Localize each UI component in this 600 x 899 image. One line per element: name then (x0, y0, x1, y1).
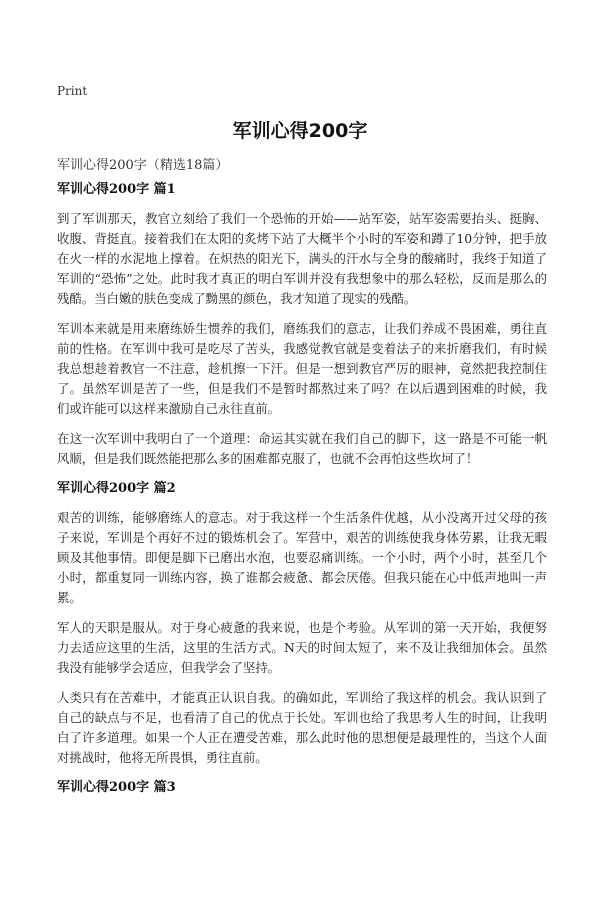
paragraph: 艰苦的训练，能够磨练人的意志。对于我这样一个生活条件优越，从小没离开过父母的孩子来说，军训是个再好不过的锻炼机会了。军营中，艰苦的训练使我身体劳累，让我无暇顾及其他事情。即便是脚下已磨出水泡，也要忍痛训练。一个小时，两个小时，甚至几个小时，都重复同一训练内容，换了谁都会疲惫、都会厌倦。但我只能在心中低声地叫一声累。 (57, 510, 547, 605)
section-heading: 军训心得200字 篇1 (57, 182, 176, 197)
paragraph: 军训本来就是用来磨练娇生惯养的我们，磨练我们的意志，让我们养成不畏困难，勇往直前的性格。在军训中我可是吃尽了苦头，我感觉教官就是变着法子的来折磨我们，有时候我总想趁着教官一不注意，趁机擦一下汗。但是一想到教官严厉的眼神，竟然把我控制住了。虽然军训是苦了一些，但是我们不是暂时都熬过来了吗？在以后遇到困难的时候，我们或许能可以这样来激励自己永往直前。 (57, 321, 547, 416)
paragraph: 人类只有在苦难中，才能真正认识自我。的确如此，军训给了我这样的机会。我认识到了自己的缺点与不足，也看清了自己的优点于长处。军训也给了我思考人生的时间，让我明白了许多道理。如果一个人正在遭受苦难，那么此时他的思想便是最理性的，当这个人面对挑战时，他将无所畏惧，勇往直前。 (57, 690, 547, 765)
print-label[interactable]: Print (57, 84, 88, 98)
paragraph: 军人的天职是服从。对于身心疲惫的我来说，也是个考验。从军训的第一天开始，我便努力去适应这里的生活，这里的生活方式。N天的时间太短了，来不及让我细加体会。虽然我没有能够学会适应，但我学会了坚持。 (57, 620, 547, 675)
document-subtitle: 军训心得200字（精选18篇） (57, 158, 229, 173)
page-title: 军训心得200字 (232, 120, 368, 142)
article-body (57, 180, 547, 807)
paragraph: 到了军训那天，教官立刻给了我们一个恐怖的开始——站军姿，站军姿需要抬头、挺胸、收腹、背挺直。接着我们在太阳的炙烤下站了大概半个小时的军姿和蹲了10分钟，把手放在火一样的水泥地上撑着。在炽热的阳光下，满头的汗水与全身的酸痛时，我终于知道了军训的“恐怖”之处。此时我才真正的明白军训并没有我想象中的那么轻松，反而是那么的残酷。当白嫩的肤色变成了黝黑的颜色，我才知道了现实的残酷。 (57, 211, 547, 306)
section-2 (57, 479, 547, 768)
paragraph: 在这一次军训中我明白了一个道理：命运其实就在我们自己的脚下，这一路是不可能一帆风顺，但是我们既然能把那么多的困难都克服了，也就不会再怕这些坎坷了！ (57, 431, 547, 466)
section-3 (57, 778, 547, 798)
section-heading: 军训心得200字 篇2 (57, 481, 176, 496)
section-heading: 军训心得200字 篇3 (57, 780, 176, 795)
section-1 (57, 180, 547, 469)
